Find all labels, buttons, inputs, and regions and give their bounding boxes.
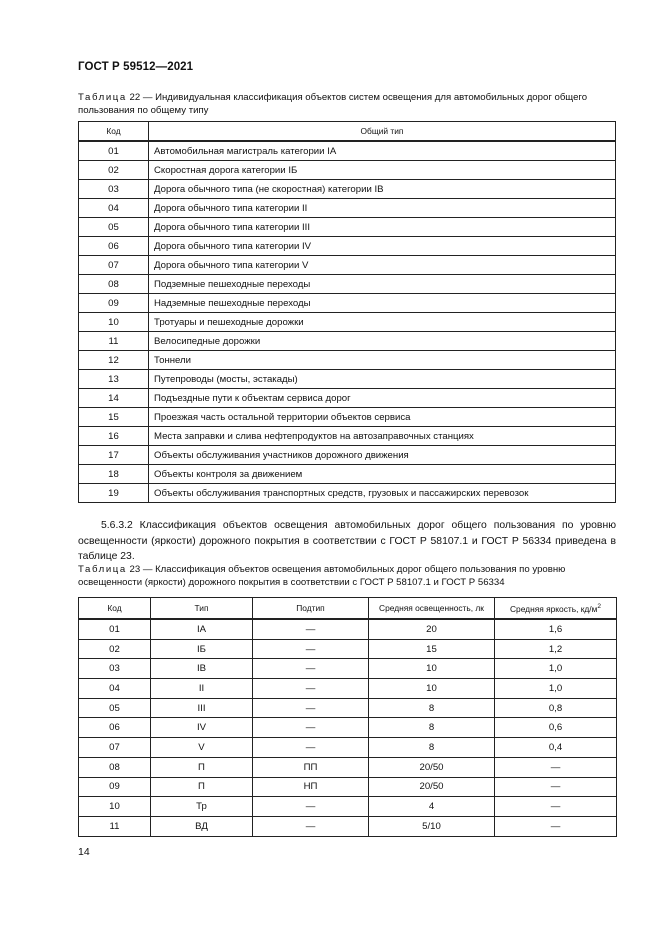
table-row xyxy=(79,218,616,237)
cell-avg-luminance: — xyxy=(495,757,617,777)
table-row xyxy=(79,389,616,408)
cell-general-type: Тоннели xyxy=(149,351,616,370)
luminance-unit-exponent: 2 xyxy=(597,602,601,610)
table-row xyxy=(79,816,617,836)
cell-code: 07 xyxy=(79,256,149,275)
cell-avg-luminance: 1,0 xyxy=(495,679,617,699)
cell-subtype: НП xyxy=(253,777,369,797)
cell-type: П xyxy=(151,777,253,797)
cell-avg-luminance: 0,4 xyxy=(495,738,617,758)
cell-subtype: — xyxy=(253,718,369,738)
table-row xyxy=(79,718,617,738)
cell-type: IV xyxy=(151,718,253,738)
caption-label: Таблица xyxy=(78,564,127,575)
cell-general-type: Дорога обычного типа категории II xyxy=(149,199,616,218)
cell-general-type: Путепроводы (мосты, эстакады) xyxy=(149,370,616,389)
column-header-general-type: Общий тип xyxy=(149,122,616,142)
document-header: ГОСТ Р 59512—2021 xyxy=(78,61,194,73)
cell-general-type: Дорога обычного типа категории V xyxy=(149,256,616,275)
cell-subtype: ПП xyxy=(253,757,369,777)
cell-avg-illuminance: 5/10 xyxy=(369,816,495,836)
table-23-body xyxy=(79,619,617,836)
table-row xyxy=(79,237,616,256)
cell-type: III xyxy=(151,698,253,718)
cell-avg-luminance: 1,2 xyxy=(495,639,617,659)
cell-subtype: — xyxy=(253,619,369,639)
cell-avg-illuminance: 4 xyxy=(369,797,495,817)
table-row xyxy=(79,275,616,294)
caption-text: 22 — Индивидуальная классификация объектов систем освещения для автомобильных дорог общего пользования по общему типу xyxy=(78,92,588,116)
table-row xyxy=(79,351,616,370)
cell-code: 03 xyxy=(79,180,149,199)
cell-code: 16 xyxy=(79,427,149,446)
column-header-avg-luminance xyxy=(495,598,617,620)
cell-subtype: — xyxy=(253,679,369,699)
cell-avg-luminance: — xyxy=(495,777,617,797)
cell-code: 10 xyxy=(79,797,151,817)
cell-general-type: Подземные пешеходные переходы xyxy=(149,275,616,294)
cell-avg-illuminance: 20/50 xyxy=(369,757,495,777)
cell-avg-luminance: 1,0 xyxy=(495,659,617,679)
cell-code: 12 xyxy=(79,351,149,370)
cell-code: 07 xyxy=(79,738,151,758)
table-row xyxy=(79,757,617,777)
column-header-code: Код xyxy=(79,122,149,142)
cell-type: IБ xyxy=(151,639,253,659)
cell-code: 01 xyxy=(79,619,151,639)
column-header-type: Тип xyxy=(151,598,253,620)
table-23 xyxy=(78,597,617,837)
table-row xyxy=(79,332,616,351)
page-number: 14 xyxy=(78,846,90,858)
table-23-caption xyxy=(78,564,616,589)
cell-avg-illuminance: 10 xyxy=(369,659,495,679)
cell-avg-luminance: — xyxy=(495,816,617,836)
cell-code: 18 xyxy=(79,465,149,484)
table-header-row xyxy=(79,122,616,142)
table-22-caption xyxy=(78,92,616,117)
cell-avg-illuminance: 10 xyxy=(369,679,495,699)
cell-code: 11 xyxy=(79,332,149,351)
cell-general-type: Дорога обычного типа категории IV xyxy=(149,237,616,256)
table-header-row xyxy=(79,598,617,620)
cell-avg-illuminance: 8 xyxy=(369,738,495,758)
cell-general-type: Места заправки и слива нефтепродуктов на автозаправочных станциях xyxy=(149,427,616,446)
cell-general-type: Дорога обычного типа категории III xyxy=(149,218,616,237)
cell-code: 03 xyxy=(79,659,151,679)
cell-subtype: — xyxy=(253,797,369,817)
table-row xyxy=(79,199,616,218)
cell-general-type: Объекты обслуживания транспортных средств, грузовых и пассажирских перевозок xyxy=(149,484,616,503)
table-row xyxy=(79,370,616,389)
cell-code: 02 xyxy=(79,639,151,659)
cell-general-type: Объекты контроля за движением xyxy=(149,465,616,484)
cell-code: 04 xyxy=(79,199,149,218)
table-row xyxy=(79,777,617,797)
table-row xyxy=(79,180,616,199)
table-row xyxy=(79,797,617,817)
cell-avg-luminance: 0,6 xyxy=(495,718,617,738)
cell-avg-luminance: 1,6 xyxy=(495,619,617,639)
table-22 xyxy=(78,121,616,503)
cell-code: 11 xyxy=(79,816,151,836)
cell-code: 08 xyxy=(79,275,149,294)
table-22-body xyxy=(79,141,616,503)
cell-code: 17 xyxy=(79,446,149,465)
cell-code: 15 xyxy=(79,408,149,427)
table-row xyxy=(79,294,616,313)
table-row xyxy=(79,161,616,180)
cell-avg-illuminance: 20 xyxy=(369,619,495,639)
cell-subtype: — xyxy=(253,659,369,679)
cell-general-type: Подъездные пути к объектам сервиса дорог xyxy=(149,389,616,408)
cell-general-type: Скоростная дорога категории IБ xyxy=(149,161,616,180)
table-row xyxy=(79,738,617,758)
cell-code: 05 xyxy=(79,698,151,718)
table-row xyxy=(79,427,616,446)
cell-code: 14 xyxy=(79,389,149,408)
cell-code: 10 xyxy=(79,313,149,332)
paragraph-text: 5.6.3.2 Классификация объектов освещения автомобильных дорог общего пользования по уровню освещенности (яркости) дорожного покрытия в соответствии с ГОСТ Р 58107.1 и ГОСТ Р 56334 приведена в таблице 23. xyxy=(78,520,616,562)
cell-subtype: — xyxy=(253,639,369,659)
cell-type: II xyxy=(151,679,253,699)
table-row xyxy=(79,141,616,161)
cell-general-type: Тротуары и пешеходные дорожки xyxy=(149,313,616,332)
cell-subtype: — xyxy=(253,816,369,836)
cell-code: 13 xyxy=(79,370,149,389)
cell-code: 08 xyxy=(79,757,151,777)
table-row xyxy=(79,679,617,699)
cell-avg-luminance: 0,8 xyxy=(495,698,617,718)
column-header-subtype: Подтип xyxy=(253,598,369,620)
cell-type: П xyxy=(151,757,253,777)
cell-code: 06 xyxy=(79,718,151,738)
cell-subtype: — xyxy=(253,698,369,718)
table-row xyxy=(79,619,617,639)
table-row xyxy=(79,446,616,465)
cell-type: ВД xyxy=(151,816,253,836)
cell-code: 02 xyxy=(79,161,149,180)
table-row xyxy=(79,639,617,659)
section-paragraph xyxy=(78,518,616,565)
cell-type: IА xyxy=(151,619,253,639)
table-row xyxy=(79,408,616,427)
cell-general-type: Надземные пешеходные переходы xyxy=(149,294,616,313)
column-header-avg-illuminance: Средняя освещенность, лк xyxy=(369,598,495,620)
caption-text: 23 — Классификация объектов освещения автомобильных дорог общего пользования по уровню освещенности (яркости) дорожного покрытия в соответствии с ГОСТ Р 58107.1 и ГОСТ Р 56334 xyxy=(78,564,566,588)
table-row xyxy=(79,313,616,332)
table-row xyxy=(79,484,616,503)
cell-general-type: Дорога обычного типа (не скоростная) категории IВ xyxy=(149,180,616,199)
cell-avg-luminance: — xyxy=(495,797,617,817)
cell-general-type: Автомобильная магистраль категории IА xyxy=(149,141,616,161)
cell-avg-illuminance: 20/50 xyxy=(369,777,495,797)
cell-subtype: — xyxy=(253,738,369,758)
cell-code: 01 xyxy=(79,141,149,161)
cell-avg-illuminance: 8 xyxy=(369,698,495,718)
cell-code: 05 xyxy=(79,218,149,237)
cell-code: 04 xyxy=(79,679,151,699)
cell-code: 09 xyxy=(79,777,151,797)
caption-label: Таблица xyxy=(78,92,127,103)
cell-type: V xyxy=(151,738,253,758)
cell-general-type: Объекты обслуживания участников дорожного движения xyxy=(149,446,616,465)
column-header-code: Код xyxy=(79,598,151,620)
table-row xyxy=(79,698,617,718)
table-row xyxy=(79,465,616,484)
table-row xyxy=(79,659,617,679)
cell-code: 06 xyxy=(79,237,149,256)
cell-avg-illuminance: 15 xyxy=(369,639,495,659)
cell-general-type: Проезжая часть остальной территории объектов сервиса xyxy=(149,408,616,427)
cell-general-type: Велосипедные дорожки xyxy=(149,332,616,351)
cell-type: IВ xyxy=(151,659,253,679)
table-row xyxy=(79,256,616,275)
cell-code: 09 xyxy=(79,294,149,313)
cell-code: 19 xyxy=(79,484,149,503)
cell-avg-illuminance: 8 xyxy=(369,718,495,738)
cell-type: Тр xyxy=(151,797,253,817)
luminance-label: Средняя яркость, кд/м xyxy=(510,603,598,614)
